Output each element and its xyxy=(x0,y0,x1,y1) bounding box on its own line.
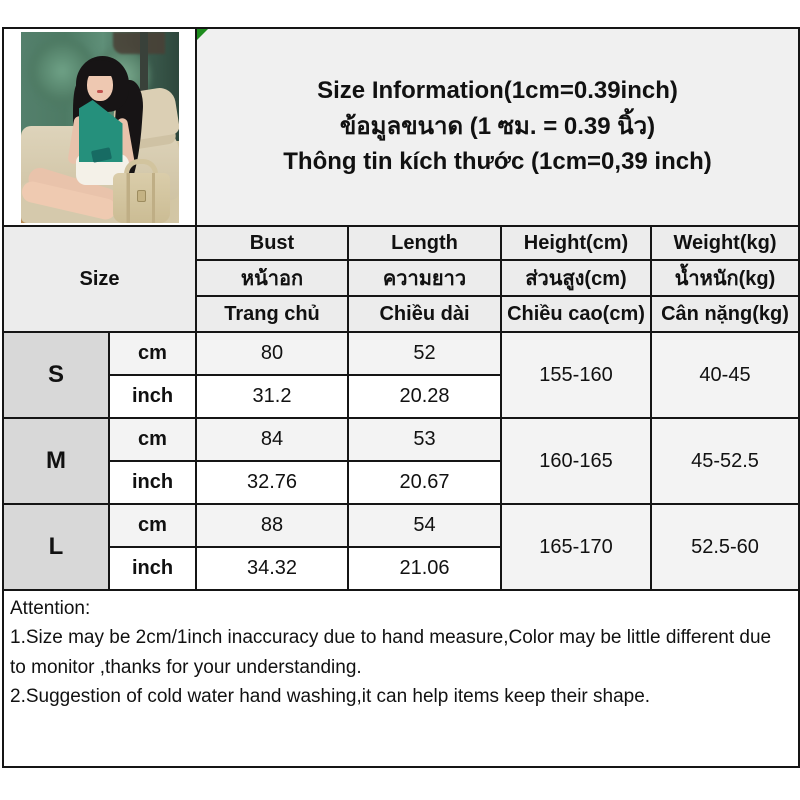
unit-label-inch: inch xyxy=(109,461,196,504)
s-length-cm: 52 xyxy=(348,332,501,375)
header-height-vi: Chiều cao(cm) xyxy=(501,296,651,332)
title-vietnamese: Thông tin kích thước (1cm=0,39 inch) xyxy=(283,148,712,176)
attention-note-2: 2.Suggestion of cold water hand washing,it can help items keep their shape. xyxy=(10,686,651,708)
row-l-cm xyxy=(3,504,799,547)
header-row-en xyxy=(3,226,799,260)
header-height-en: Height(cm) xyxy=(501,226,651,260)
row-s-cm xyxy=(3,332,799,375)
s-bust-cm: 80 xyxy=(196,332,348,375)
title-block xyxy=(197,77,798,177)
m-bust-cm: 84 xyxy=(196,418,348,461)
header-weight-vi: Cân nặng(kg) xyxy=(651,296,799,332)
size-label-l: L xyxy=(3,504,109,590)
size-label-m: M xyxy=(3,418,109,504)
s-height-range: 155-160 xyxy=(501,332,651,418)
header-bust-vi: Trang chủ xyxy=(196,296,348,332)
row-m-cm xyxy=(3,418,799,461)
model-hair-fringe xyxy=(84,60,116,76)
l-height-range: 165-170 xyxy=(501,504,651,590)
l-bust-inch: 34.32 xyxy=(196,547,348,590)
attention-heading: Attention: xyxy=(10,598,91,619)
handbag-buckle xyxy=(137,190,146,202)
size-corner-header: Size xyxy=(3,226,196,332)
m-length-cm: 53 xyxy=(348,418,501,461)
s-bust-inch: 31.2 xyxy=(196,375,348,418)
unit-label-cm: cm xyxy=(109,504,196,547)
product-photo-cell xyxy=(3,28,196,226)
unit-label-inch: inch xyxy=(109,375,196,418)
l-weight-range: 52.5-60 xyxy=(651,504,799,590)
size-label-s: S xyxy=(3,332,109,418)
size-chart-table xyxy=(2,27,800,768)
m-length-inch: 20.67 xyxy=(348,461,501,504)
l-length-inch: 21.06 xyxy=(348,547,501,590)
attention-note-1: 1.Size may be 2cm/1inch inaccuracy due to hand measure,Color may be little different due to monitor ,thanks for your understanding. xyxy=(10,627,772,678)
header-bust-en: Bust xyxy=(196,226,348,260)
m-height-range: 160-165 xyxy=(501,418,651,504)
unit-label-cm: cm xyxy=(109,418,196,461)
unit-label-cm: cm xyxy=(109,332,196,375)
header-length-th: ความยาว xyxy=(348,260,501,296)
attention-cell xyxy=(3,590,799,767)
header-length-vi: Chiều dài xyxy=(348,296,501,332)
header-bust-th: หน้าอก xyxy=(196,260,348,296)
product-photo xyxy=(21,32,179,223)
header-weight-en: Weight(kg) xyxy=(651,226,799,260)
attention-row xyxy=(3,590,799,767)
roof-shadow xyxy=(113,32,165,54)
cell-comment-flag-icon xyxy=(197,29,208,40)
l-bust-cm: 88 xyxy=(196,504,348,547)
model-lips xyxy=(97,90,103,93)
title-cell xyxy=(196,28,799,226)
header-height-th: ส่วนสูง(cm) xyxy=(501,260,651,296)
banner-row xyxy=(3,28,799,226)
header-weight-th: น้ำหนัก(kg) xyxy=(651,260,799,296)
m-weight-range: 45-52.5 xyxy=(651,418,799,504)
s-weight-range: 40-45 xyxy=(651,332,799,418)
unit-label-inch: inch xyxy=(109,547,196,590)
title-english: Size Information(1cm=0.39inch) xyxy=(317,76,678,104)
header-length-en: Length xyxy=(348,226,501,260)
s-length-inch: 20.28 xyxy=(348,375,501,418)
m-bust-inch: 32.76 xyxy=(196,461,348,504)
title-thai: ข้อมูลขนาด (1 ซม. = 0.39 นิ้ว) xyxy=(339,112,656,140)
l-length-cm: 54 xyxy=(348,504,501,547)
